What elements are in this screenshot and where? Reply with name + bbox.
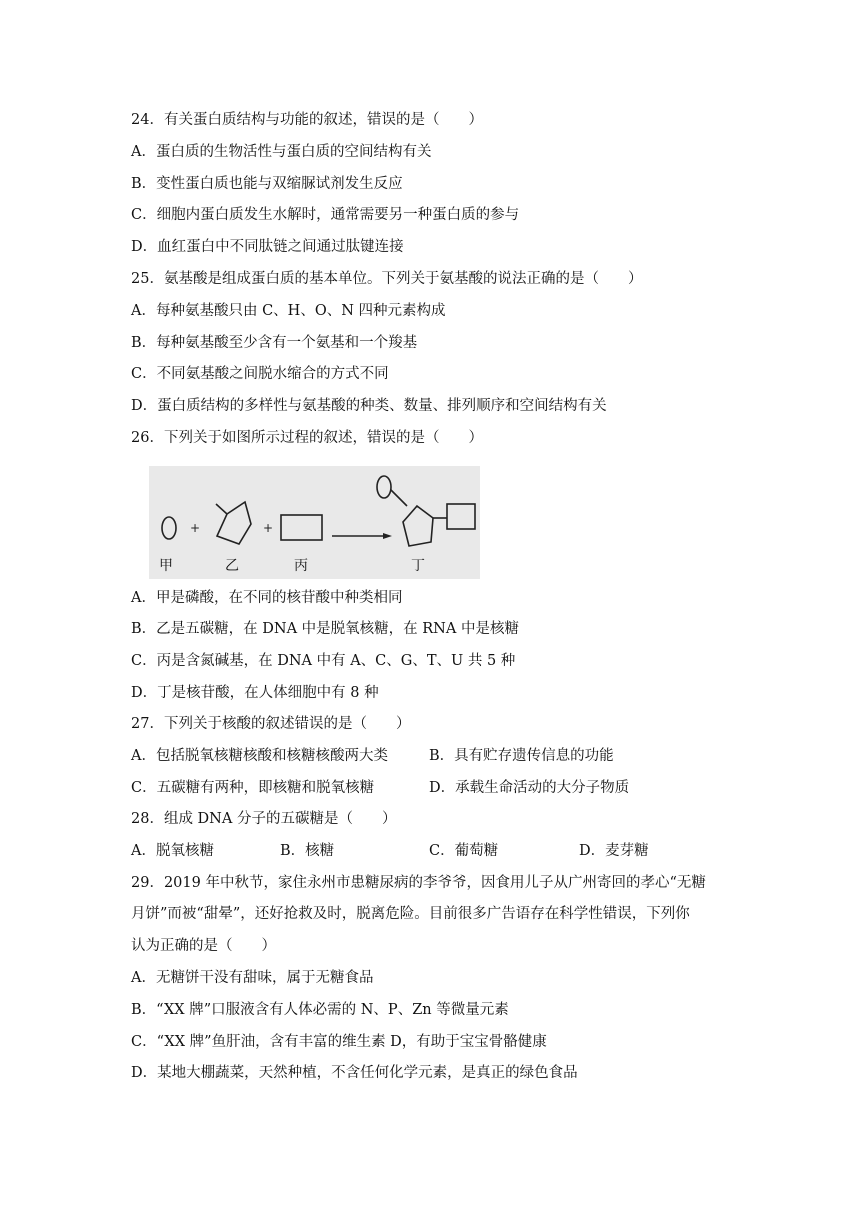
q28-option-d: D．麦芽糖	[579, 843, 649, 859]
phosphate-circle	[162, 517, 176, 539]
q25-option-c: C．不同氨基酸之间脱水缩合的方式不同	[131, 366, 389, 382]
q29-option-b: B．“XX 牌”口服液含有人体必需的 N、P、Zn 等微量元素	[131, 1002, 509, 1018]
q27-stem: 27．下列关于核酸的叙述错误的是（ ）	[131, 716, 411, 732]
q27-option-d: D．承载生命活动的大分子物质	[429, 780, 630, 796]
nucleotide-diagram	[149, 466, 480, 579]
base-rectangle	[281, 515, 322, 540]
q28-option-b: B．核糖	[280, 843, 335, 859]
q28-stem: 28．组成 DNA 分子的五碳糖是（ ）	[131, 811, 397, 827]
q29-option-d: D．某地大棚蔬菜，天然种植，不含任何化学元素，是真正的绿色食品	[131, 1065, 578, 1081]
plus-sign-2: +	[263, 521, 274, 535]
q28-option-c: C．葡萄糖	[429, 843, 499, 859]
q25-stem: 25．氨基酸是组成蛋白质的基本单位。下列关于氨基酸的说法正确的是（ ）	[131, 271, 643, 287]
q28-option-a: A．脱氧核糖	[131, 843, 214, 859]
q24-option-d: D．血红蛋白中不同肽链之间通过肽键连接	[131, 239, 404, 255]
label-yi: 乙	[225, 558, 239, 574]
label-jia: 甲	[159, 558, 173, 574]
plus-sign-1: +	[190, 521, 201, 535]
q24-option-b: B．变性蛋白质也能与双缩脲试剂发生反应	[131, 176, 403, 192]
q27-option-b: B．具有贮存遗传信息的功能	[429, 748, 614, 764]
q27-option-c: C．五碳糖有两种，即核糖和脱氧核糖	[131, 780, 375, 796]
nucleotide-formation-figure	[149, 466, 480, 579]
q24-option-c: C．细胞内蛋白质发生水解时，通常需要另一种蛋白质的参与	[131, 207, 520, 223]
q25-option-b: B．每种氨基酸至少含有一个氨基和一个羧基	[131, 335, 418, 351]
q26-option-c: C．丙是含氮碱基，在 DNA 中有 A、C、G、T、U 共 5 种	[131, 653, 516, 669]
q26-option-d: D．丁是核苷酸，在人体细胞中有 8 种	[131, 685, 379, 701]
nucleotide-base	[447, 504, 475, 529]
q29-stem-line-1: 29．2019 年中秋节，家住永州市患糖尿病的李爷爷，因食用儿子从广州寄回的孝心“无糖	[131, 875, 706, 891]
pentose-pentagon	[217, 502, 251, 544]
q29-option-c: C．“XX 牌”鱼肝油，含有丰富的维生素 D，有助于宝宝骨骼健康	[131, 1034, 547, 1050]
q25-option-a: A．每种氨基酸只由 C、H、O、N 四种元素构成	[131, 303, 446, 319]
q29-stem-line-2: 月饼”而被“甜晕”，还好抢救及时，脱离危险。目前很多广告语存在科学性错误，下列你	[131, 906, 690, 922]
q29-stem-line-3: 认为正确的是（ ）	[131, 938, 276, 954]
label-bing: 丙	[294, 558, 308, 574]
q26-option-b: B．乙是五碳糖，在 DNA 中是脱氧核糖，在 RNA 中是核糖	[131, 621, 519, 637]
nucleotide-pentose	[403, 506, 433, 546]
q29-option-a: A．无糖饼干没有甜味，属于无糖食品	[131, 970, 374, 986]
q25-option-d: D．蛋白质结构的多样性与氨基酸的种类、数量、排列顺序和空间结构有关	[131, 398, 607, 414]
nucleotide-phosphate	[377, 476, 391, 498]
label-ding: 丁	[411, 558, 425, 574]
q27-option-a: A．包括脱氧核糖核酸和核糖核酸两大类	[131, 748, 388, 764]
q26-option-a: A．甲是磷酸，在不同的核苷酸中种类相同	[131, 590, 403, 606]
q26-stem: 26．下列关于如图所示过程的叙述，错误的是（ ）	[131, 430, 483, 446]
q24-stem: 24．有关蛋白质结构与功能的叙述，错误的是（ ）	[131, 112, 483, 128]
q24-option-a: A．蛋白质的生物活性与蛋白质的空间结构有关	[131, 144, 432, 160]
